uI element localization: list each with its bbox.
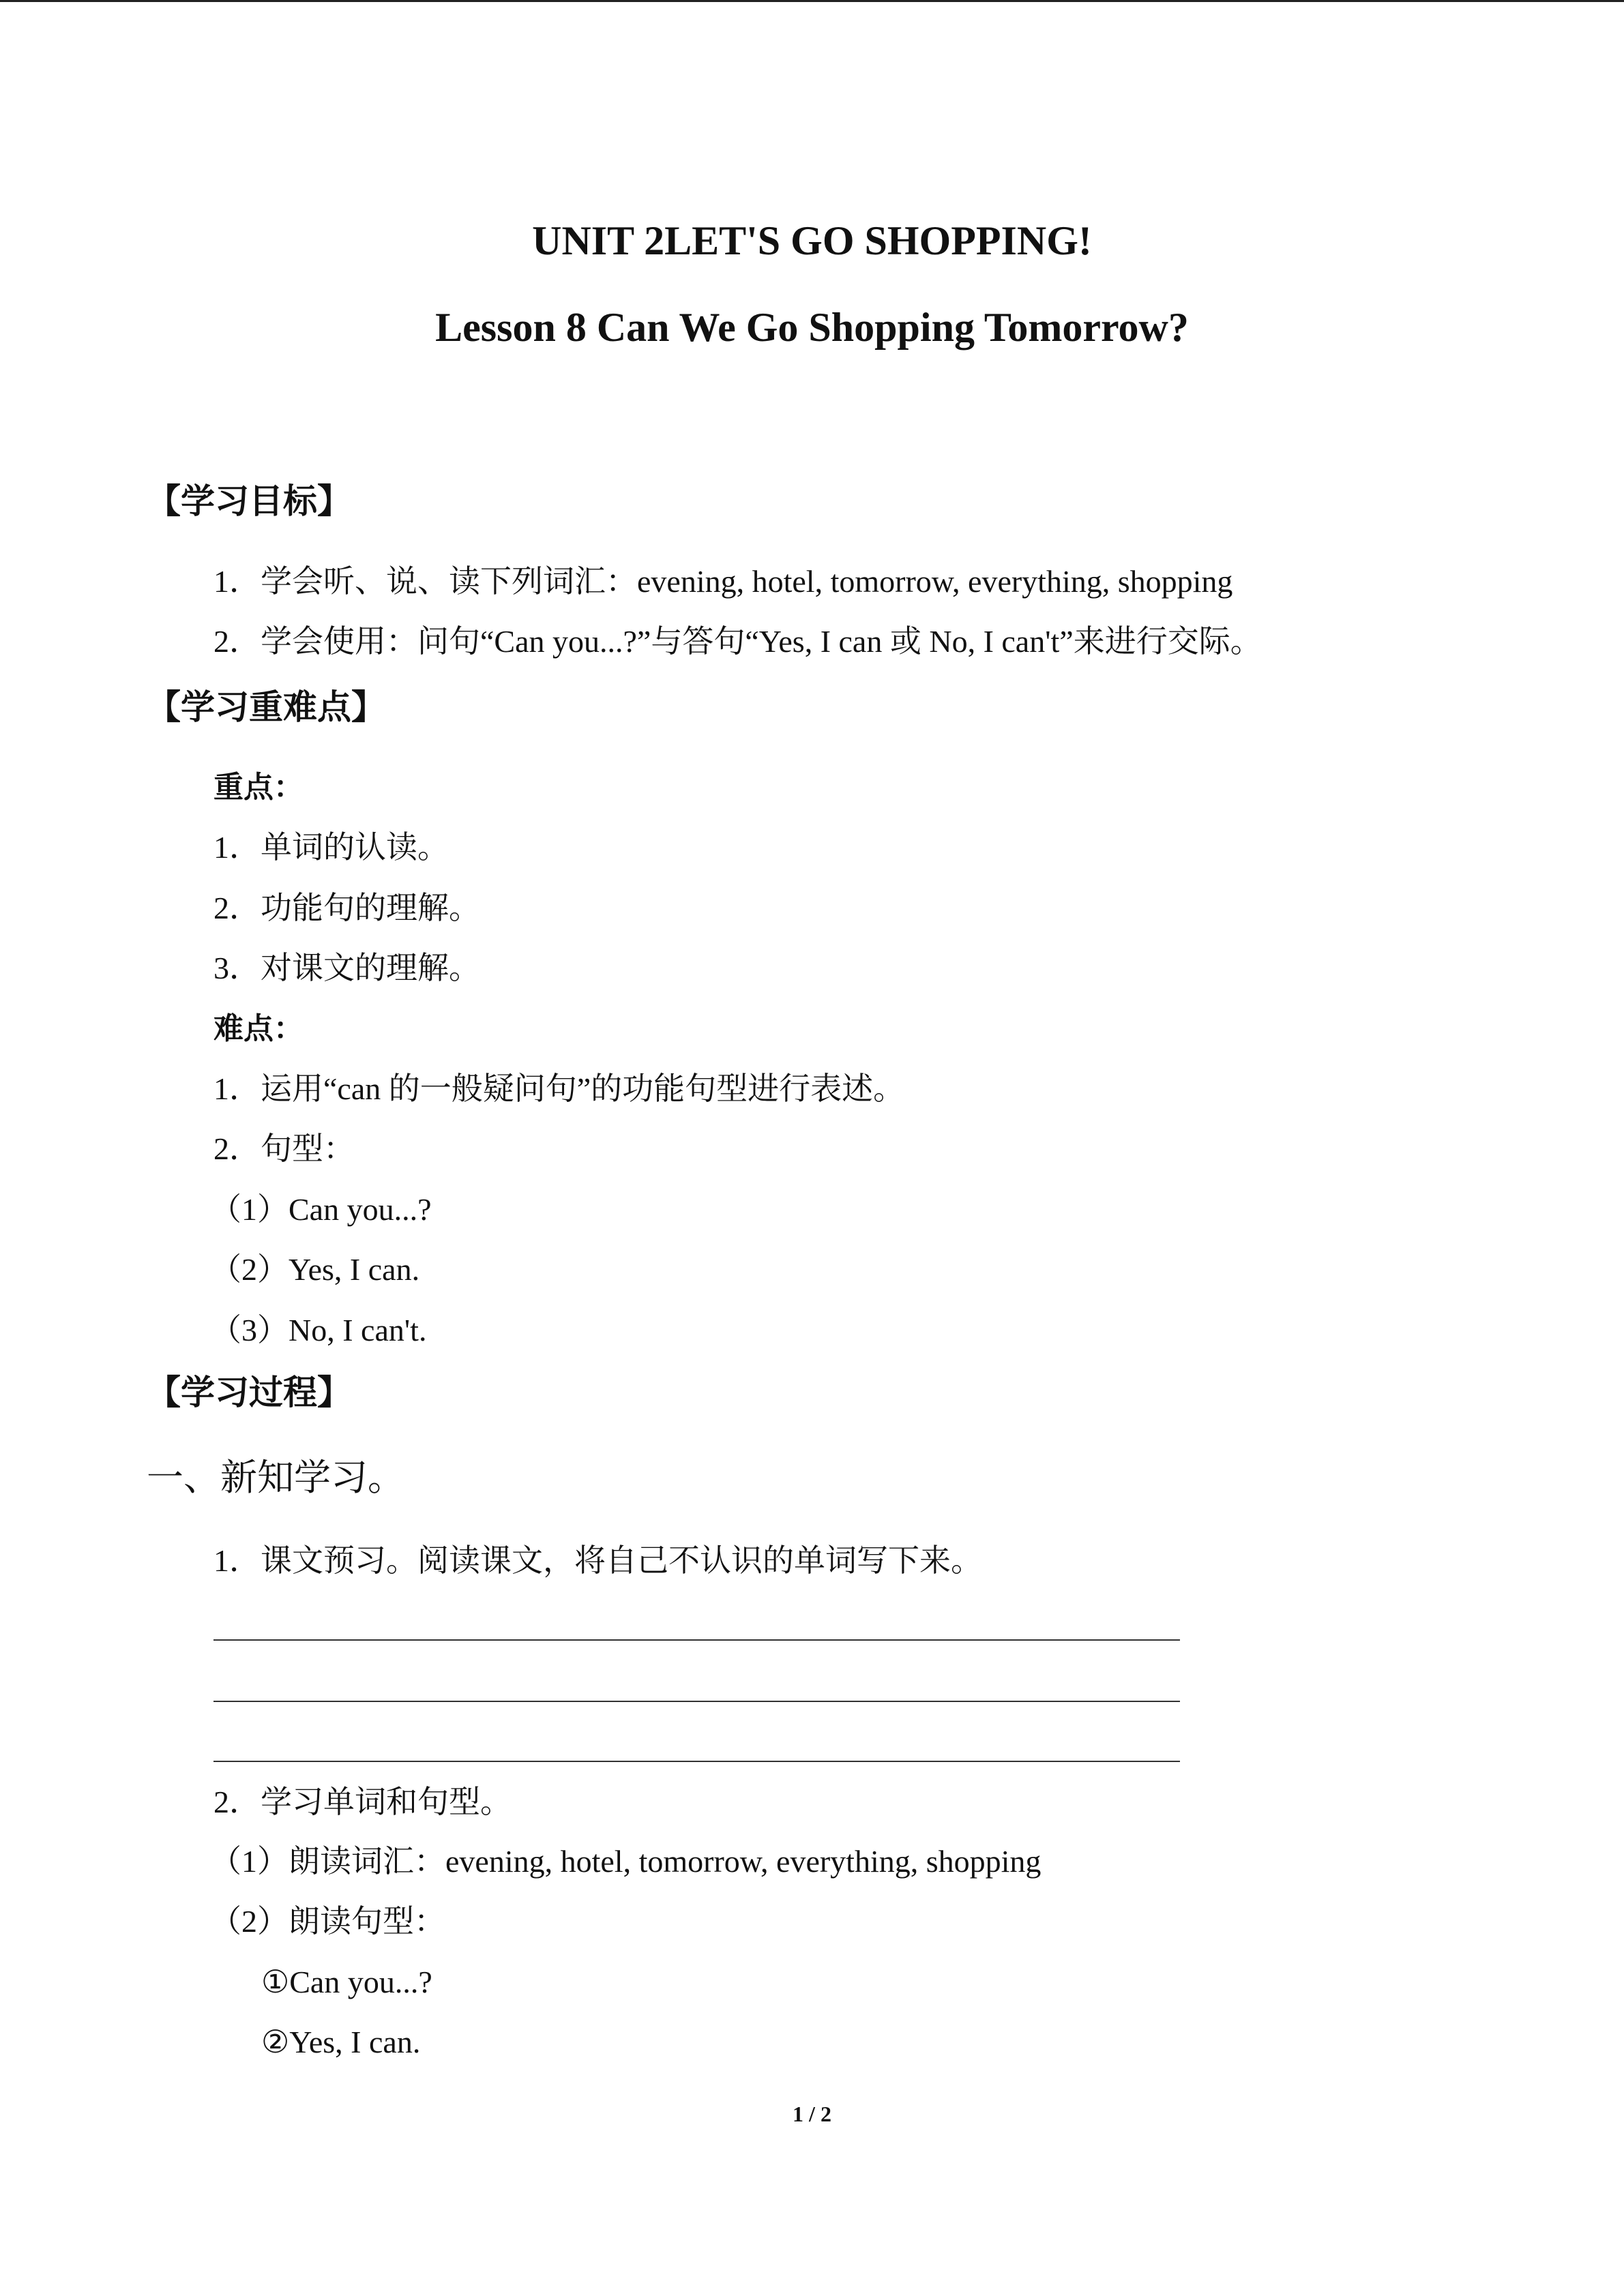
task1-text: 1．课文预习。阅读课文，将自己不认识的单词写下来。 (213, 1543, 982, 1578)
task2-sentence-1: ①Can you...? (261, 1965, 432, 1999)
difficult-item-1: 1．运用“can 的一般疑问句”的功能句型进行表述。 (213, 1071, 905, 1106)
lesson-title: Lesson 8 Can We Go Shopping Tomorrow? (435, 305, 1189, 350)
page-top-border (0, 0, 1624, 2)
task2-item-2: （2）朗读句型： (210, 1904, 445, 1939)
objective-item-1: 1．学会听、说、读下列词汇：evening, hotel, tomorrow, everything, shopping (213, 564, 1233, 599)
page-number: 1 / 2 (793, 2102, 831, 2126)
task2-sentence-2: ②Yes, I can. (261, 2025, 421, 2059)
process-heading: 【学习过程】 (147, 1373, 351, 1412)
difficult-label: 难点： (213, 1011, 304, 1046)
objectives-heading: 【学习目标】 (147, 481, 351, 521)
difficult-pattern-3: （3）No, I can't. (210, 1313, 427, 1347)
difficult-item-2: 2．句型： (213, 1131, 355, 1166)
key-label: 重点： (213, 770, 304, 805)
answer-line-1[interactable] (213, 1639, 1180, 1641)
key-item-1: 1．单词的认读。 (213, 830, 449, 865)
key-points-heading: 【学习重难点】 (147, 687, 385, 727)
task2-text: 2．学习单词和句型。 (213, 1785, 512, 1819)
difficult-pattern-2: （2）Yes, I can. (210, 1252, 420, 1287)
key-item-3: 3．对课文的理解。 (213, 951, 480, 985)
key-item-2: 2．功能句的理解。 (213, 891, 480, 925)
objective-item-2: 2．学会使用：问句“Can you...?”与答句“Yes, I can 或 No, I can't”来进行交际。 (213, 624, 1262, 659)
difficult-pattern-1: （1）Can you...? (210, 1192, 432, 1227)
answer-line-3[interactable] (213, 1761, 1180, 1762)
answer-line-2[interactable] (213, 1701, 1180, 1702)
section-title: 一、新知学习。 (147, 1457, 404, 1498)
task2-item-1: （1）朗读词汇：evening, hotel, tomorrow, everything, shopping (210, 1844, 1042, 1879)
unit-title: UNIT 2LET'S GO SHOPPING! (532, 218, 1092, 263)
